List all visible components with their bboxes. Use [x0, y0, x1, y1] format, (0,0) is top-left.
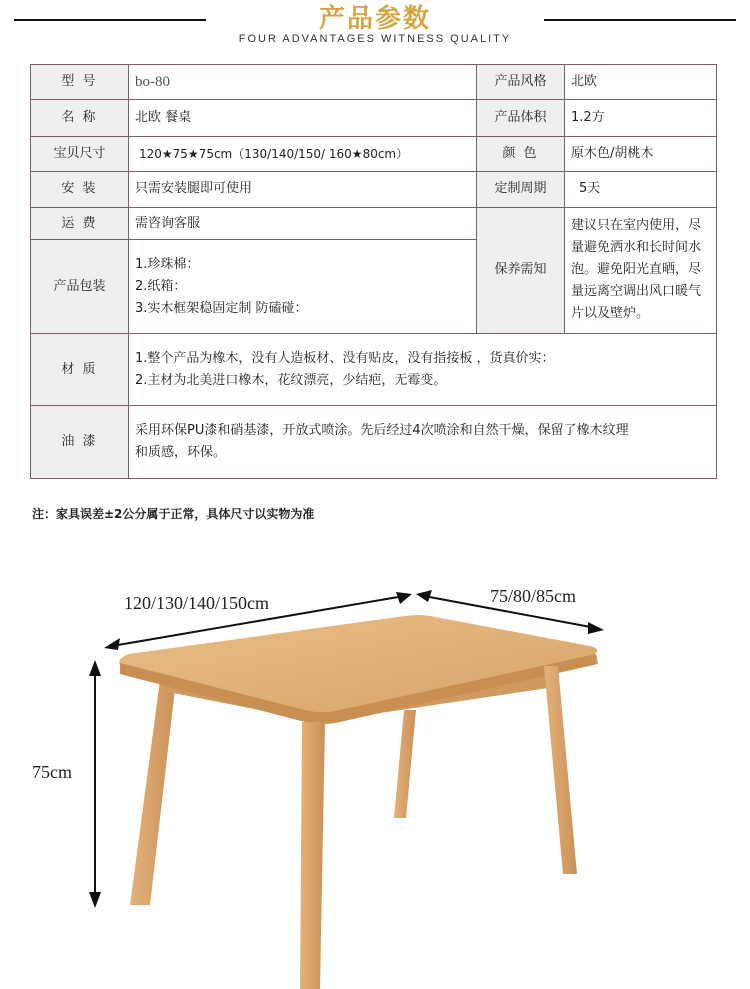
package-line: 2.纸箱：	[135, 278, 187, 294]
length-arrowhead-left	[104, 638, 120, 650]
shipping-value: 需咨询客服	[129, 208, 477, 240]
color-value: 原木色/胡桃木	[565, 136, 717, 171]
table-row	[31, 406, 717, 479]
package-value	[129, 240, 477, 334]
table-leg-front-right	[544, 666, 577, 874]
paint-line: 采用环保PU漆和硝基漆，开放式喷涂。先后经过4次喷涂和自然干燥，保留了橡木纹理	[135, 423, 629, 439]
name-label: 名 称	[31, 100, 129, 136]
paint-line: 和质感，环保。	[135, 445, 227, 461]
custom-value: 5天	[565, 171, 717, 207]
volume-value: 1.2方	[565, 100, 717, 136]
material-label: 材 质	[31, 333, 129, 406]
table-row	[31, 171, 717, 207]
table-top	[119, 615, 597, 712]
table-leg-back-left	[130, 680, 176, 905]
width-dimension-label: 75/80/85cm	[490, 586, 576, 606]
width-arrowhead-right	[588, 622, 604, 634]
section-header	[0, 0, 750, 50]
page-subtitle: FOUR ADVANTAGES WITNESS QUALITY	[238, 33, 512, 45]
care-label: 保养需知	[477, 208, 565, 334]
install-value: 只需安装腿即可使用	[129, 171, 477, 207]
width-arrowhead-left	[416, 590, 432, 602]
volume-label: 产品体积	[477, 100, 565, 136]
spec-table	[30, 64, 717, 479]
length-dimension-label: 120/130/140/150cm	[124, 593, 269, 613]
table-dimension-diagram	[0, 560, 750, 989]
material-line: 1.整个产品为橡木，没有人造板材、没有贴皮，没有指接板 ，货真价实：	[135, 350, 555, 366]
size-value: 120★75★75cm（130/140/150/ 160★80cm）	[129, 136, 477, 171]
package-line: 3.实木框架稳固定制 防磕碰：	[135, 300, 308, 316]
table-row	[31, 208, 717, 240]
material-value	[129, 333, 717, 406]
name-value: 北欧 餐桌	[129, 100, 477, 136]
package-label: 产品包装	[31, 240, 129, 334]
shipping-label: 运 费	[31, 208, 129, 240]
page-title: 产品参数	[318, 4, 431, 34]
size-label: 宝贝尺寸	[31, 136, 129, 171]
color-label: 颜 色	[477, 136, 565, 171]
length-arrowhead-right	[396, 592, 412, 604]
table-row	[31, 136, 717, 171]
table-row	[31, 65, 717, 100]
model-label: 型 号	[31, 65, 129, 100]
custom-label: 定制周期	[477, 171, 565, 207]
height-dimension-label: 75cm	[32, 762, 72, 782]
style-value: 北欧	[565, 65, 717, 100]
package-line: 1.珍珠棉：	[135, 256, 200, 272]
tolerance-note: 注：家具误差±2公分属于正常，具体尺寸以实物为准	[32, 507, 315, 521]
table-leg-back-right	[394, 710, 416, 818]
style-label: 产品风格	[477, 65, 565, 100]
table-row	[31, 333, 717, 406]
height-arrowhead-bottom	[89, 892, 101, 908]
height-arrowhead-top	[89, 660, 101, 676]
table-leg-front-left	[300, 722, 325, 989]
table-row	[31, 100, 717, 136]
material-line: 2.主材为北美进口橡木，花纹漂亮，少结疤，无霉变。	[135, 372, 447, 388]
care-value: 建议只在室内使用，尽量避免洒水和长时间水泡。避免阳光直晒，尽量远离空调出风口暖气片以及壁炉。	[565, 208, 717, 334]
paint-value	[129, 406, 717, 479]
model-value: bo-80	[129, 65, 477, 100]
paint-label: 油 漆	[31, 406, 129, 479]
install-label: 安 装	[31, 171, 129, 207]
